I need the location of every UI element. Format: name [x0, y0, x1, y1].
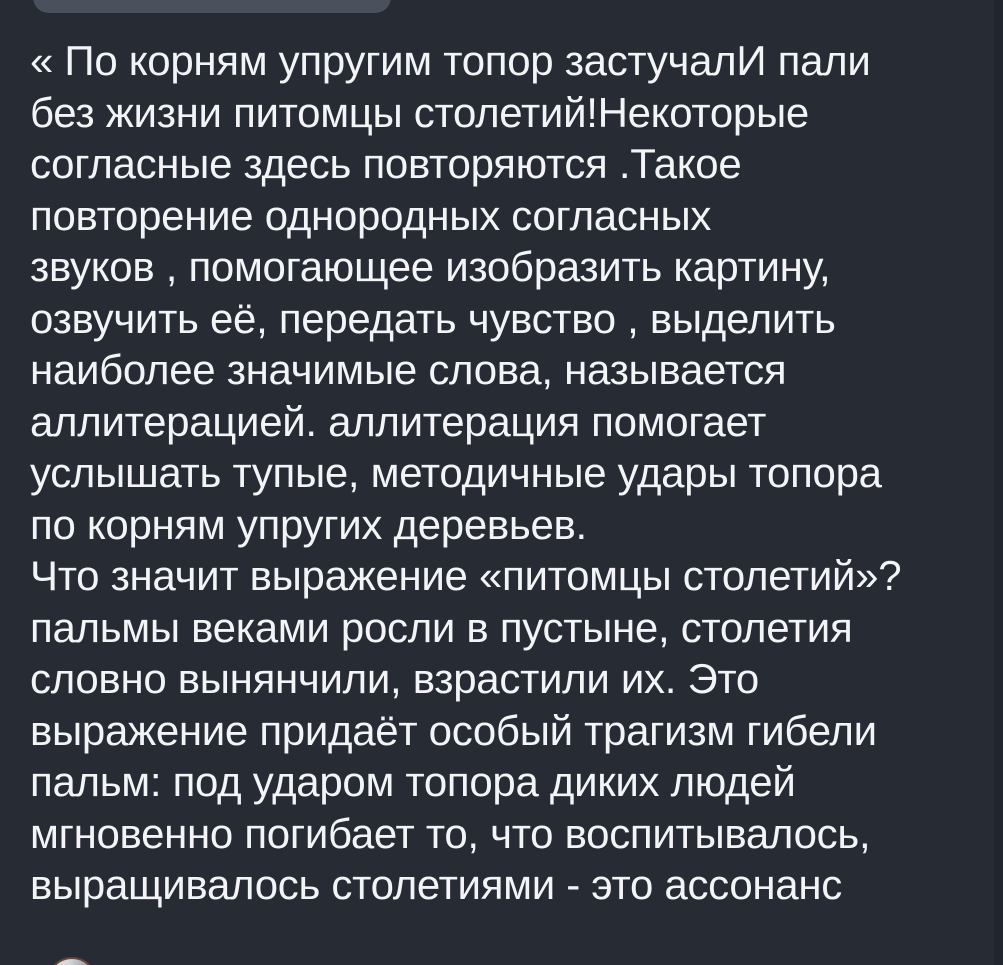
text-line: по корням упругих деревьев.	[30, 500, 587, 548]
text-line: звуков , помогающее изобразить картину,	[30, 243, 831, 290]
text-line: без жизни питомцы столетий!Некоторые	[30, 88, 809, 136]
text-line: Что значит выражение «питомцы столетий»?	[30, 552, 902, 599]
text-line: озвучить её, передать чувство , выделить	[30, 294, 836, 342]
avatar-icon[interactable]	[47, 957, 97, 965]
text-line: выращивалось столетиями - это ассонанс	[30, 861, 842, 908]
text-line: аллитерацией. аллитерация помогает	[30, 397, 767, 445]
text-line: повторение однородных согласных	[30, 191, 712, 239]
text-line: « По корням упругим топор застучалИ пали	[30, 37, 871, 84]
text-line: согласные здесь повторяются .Такое	[30, 140, 742, 187]
text-line: услышать тупые, методичные удары топора	[30, 449, 882, 496]
right-edge-strip	[994, 0, 1003, 965]
text-line: наиболее значимые слова, называется	[30, 346, 787, 393]
answer-text-block	[30, 35, 995, 911]
text-line: мгновенно погибает то, что воспитывалось,	[30, 809, 871, 857]
text-line: пальмы веками росли в пустыне, столетия	[30, 603, 853, 651]
text-line: словно вынянчили, взрастили их. Это	[30, 655, 759, 702]
text-line: пальм: под ударом топора диких людей	[30, 758, 796, 805]
dialog-bottom-edge	[33, 0, 391, 13]
text-line: выражение придаёт особый трагизм гибели	[30, 706, 877, 754]
